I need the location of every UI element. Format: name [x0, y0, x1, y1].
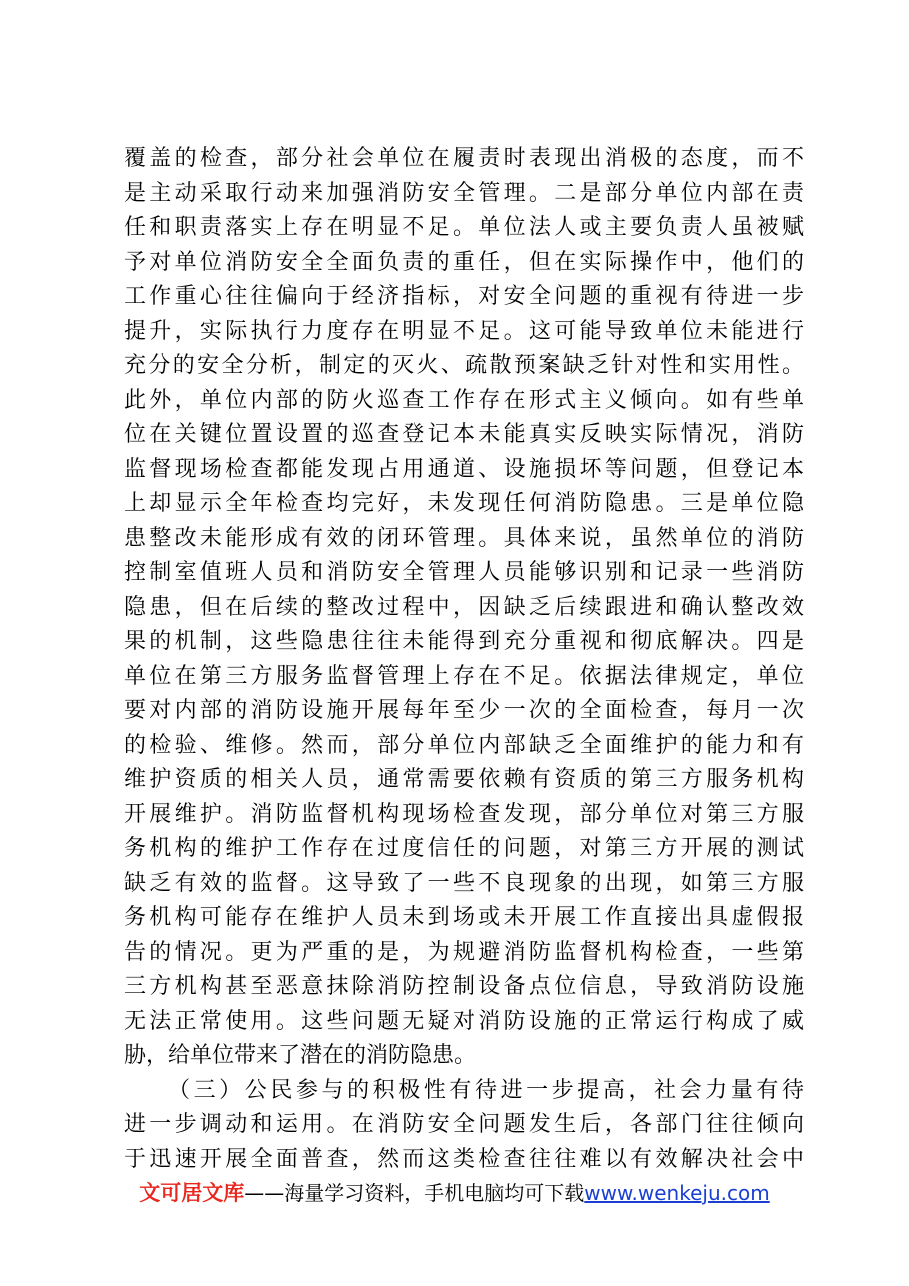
text-line: 缺乏有效的监督。这导致了一些不良现象的出现，如第三方服 [124, 870, 804, 896]
text-line: 维护资质的相关人员，通常需要依赖有资质的第三方服务机构 [124, 767, 804, 792]
text-line: 进一步调动和运用。在消防安全问题发生后，各部门往往倾向 [124, 1112, 804, 1137]
text-line: 告的情况。更为严重的是，为规避消防监督机构检查，一些第 [124, 939, 804, 965]
text-line: 务机构的维护工作存在过度信任的问题，对第三方开展的测试 [124, 836, 804, 861]
body-text [124, 142, 804, 1177]
text-line: 任和职责落实上存在明显不足。单位法人或主要负责人虽被赋 [124, 215, 804, 240]
text-line: 工作重心往往偏向于经济指标，对安全问题的重视有待进一步 [124, 284, 804, 309]
text-line: 务机构可能存在维护人员未到场或未开展工作直接出具虚假报 [124, 905, 804, 930]
text-line: 的检验、维修。然而，部分单位内部缺乏全面维护的能力和有 [124, 732, 804, 758]
text-line: 位在关键位置设置的巡查登记本未能真实反映实际情况，消防 [124, 422, 804, 447]
text-line: 三方机构甚至恶意抹除消防控制设备点位信息，导致消防设施 [124, 974, 804, 999]
text-line: 单位在第三方服务监督管理上存在不足。依据法律规定，单位 [124, 663, 804, 689]
footer-slogan: ——海量学习资料，手机电脑均可下载 [244, 1181, 585, 1205]
footer-url-link[interactable]: www.wenkeju.com [584, 1181, 770, 1205]
section-heading-line: （三）公民参与的积极性有待进一步提高，社会力量有待 [168, 1077, 804, 1103]
text-line: 是主动采取行动来加强消防安全管理。二是部分单位内部在责 [124, 180, 804, 206]
text-line: 充分的安全分析，制定的灭火、疏散预案缺乏针对性和实用性。 [124, 353, 804, 378]
text-line: 无法正常使用。这些问题无疑对消防设施的正常运行构成了威 [124, 1008, 804, 1034]
text-line: 果的机制，这些隐患往往未能得到充分重视和彻底解决。四是 [124, 629, 804, 654]
text-line: 予对单位消防安全全面负责的重任，但在实际操作中，他们的 [124, 249, 804, 275]
text-line: 提升，实际执行力度存在明显不足。这可能导致单位未能进行 [124, 318, 804, 344]
text-line: 要对内部的消防设施开展每年至少一次的全面检查，每月一次 [124, 698, 804, 723]
text-line: 开展维护。消防监督机构现场检查发现，部分单位对第三方服 [124, 801, 804, 827]
text-line: 覆盖的检查，部分社会单位在履责时表现出消极的态度，而不 [124, 146, 804, 171]
text-line: 此外，单位内部的防火巡查工作存在形式主义倾向。如有些单 [124, 387, 804, 413]
footer-banner [0, 1178, 909, 1208]
text-line: 监督现场检查都能发现占用通道、设施损坏等问题，但登记本 [124, 456, 804, 482]
text-line: 隐患，但在后续的整改过程中，因缺乏后续跟进和确认整改效 [124, 594, 804, 620]
text-line: 胁，给单位带来了潜在的消防隐患。 [124, 1043, 477, 1068]
footer-brand: 文可居文库 [139, 1181, 245, 1205]
text-line: 于迅速开展全面普查，然而这类检查往往难以有效解决社会中 [124, 1146, 804, 1172]
text-line: 控制室值班人员和消防安全管理人员能够识别和记录一些消防 [124, 560, 804, 585]
text-line: 上却显示全年检查均完好，未发现任何消防隐患。三是单位隐 [124, 491, 804, 516]
text-line: 患整改未能形成有效的闭环管理。具体来说，虽然单位的消防 [124, 525, 804, 551]
